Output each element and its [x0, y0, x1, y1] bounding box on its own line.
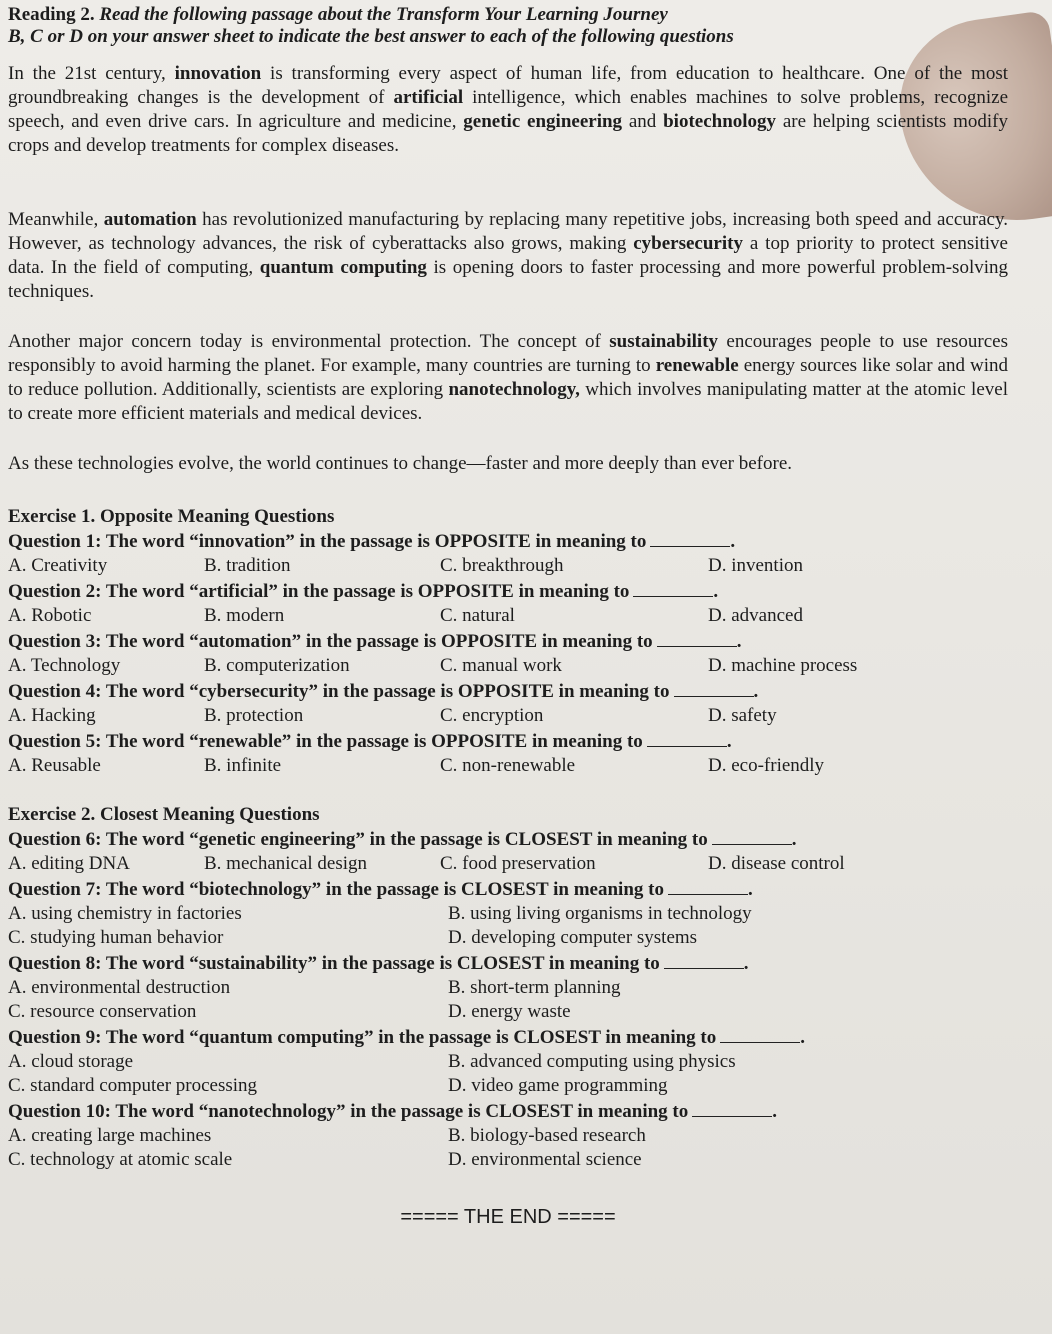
question-6 — [8, 828, 1008, 876]
option-c[interactable]: C. non-renewable — [440, 755, 576, 776]
exercise-2-title: Exercise 2. Closest Meaning Questions — [8, 804, 320, 825]
exercise-1-questions — [8, 530, 1008, 778]
option-c[interactable]: C. manual work — [440, 655, 562, 676]
question-5-prompt: Question 5: The word “renewable” in the passage is OPPOSITE in meaning to . — [8, 731, 732, 752]
question-1-options — [8, 554, 1008, 578]
question-5 — [8, 730, 1008, 778]
question-10 — [8, 1100, 1008, 1172]
option-a[interactable]: A. Reusable — [8, 755, 101, 776]
question-4-options — [8, 704, 1008, 728]
option-b[interactable]: B. mechanical design — [204, 853, 368, 874]
question-8 — [8, 952, 1008, 1024]
question-9-options — [8, 1050, 1008, 1098]
question-8-options — [8, 976, 1008, 1024]
option-a[interactable]: A. Hacking — [8, 705, 96, 726]
option-b[interactable]: B. tradition — [204, 555, 291, 576]
question-text: Question 4: The word “cybersecurity” in the passage is OPPOSITE in meaning to — [8, 681, 670, 702]
exercise-1-title: Exercise 1. Opposite Meaning Questions — [8, 506, 335, 527]
question-text: Question 1: The word “innovation” in the passage is OPPOSITE in meaning to — [8, 531, 647, 552]
option-d[interactable]: D. invention — [708, 555, 803, 576]
option-a[interactable]: A. cloud storage — [8, 1051, 134, 1072]
reading-heading-line2: B, C or D on your answer sheet to indicate the best answer to each of the following questions — [8, 26, 734, 47]
question-text: Question 8: The word “sustainability” in the passage is CLOSEST in meaning to — [8, 953, 660, 974]
the-end-footer: ===== THE END ===== — [400, 1206, 616, 1228]
option-c[interactable]: C. natural — [440, 605, 515, 626]
question-6-options — [8, 852, 1008, 876]
option-b[interactable]: B. modern — [204, 605, 285, 626]
option-d[interactable]: D. environmental science — [448, 1149, 642, 1170]
question-text: Question 9: The word “quantum computing” in the passage is CLOSEST in meaning to — [8, 1027, 717, 1048]
option-b[interactable]: B. advanced computing using physics — [448, 1051, 736, 1072]
answer-blank[interactable] — [664, 954, 744, 969]
question-7-options — [8, 902, 1008, 950]
passage-paragraph-1: In the 21st century, innovation is transforming every aspect of human life, from education to healthcare. One of the most groundbreaking changes is the development of artificial intelligence, which enables machines to solve problems, recognize speech, and even drive cars. In agriculture and medicine, genetic engineering and biotechnology are helping scientists modify crops and develop treatments for complex diseases. — [8, 63, 1008, 156]
option-b[interactable]: B. biology-based research — [448, 1125, 646, 1146]
question-4-prompt: Question 4: The word “cybersecurity” in the passage is OPPOSITE in meaning to . — [8, 681, 759, 702]
question-6-prompt: Question 6: The word “genetic engineering” in the passage is CLOSEST in meaning to . — [8, 829, 797, 850]
option-c[interactable]: C. studying human behavior — [8, 927, 224, 948]
question-3 — [8, 630, 1008, 678]
passage-paragraph-2: Meanwhile, automation has revolutionized manufacturing by replacing many repetitive jobs, increasing both speed and accuracy. However, as technology advances, the risk of cyberattacks also grows, making cybersecurity a top priority to protect sensitive data. In the field of computing, quantum computing is opening doors to faster processing and more powerful problem-solving techniques. — [8, 209, 1008, 302]
question-10-prompt: Question 10: The word “nanotechnology” in the passage is CLOSEST in meaning to . — [8, 1101, 778, 1122]
question-2-prompt: Question 2: The word “artificial” in the passage is OPPOSITE in meaning to . — [8, 581, 719, 602]
option-c[interactable]: C. technology at atomic scale — [8, 1149, 233, 1170]
option-c[interactable]: C. food preservation — [440, 853, 596, 874]
question-9-prompt: Question 9: The word “quantum computing” in the passage is CLOSEST in meaning to . — [8, 1027, 806, 1048]
option-c[interactable]: C. encryption — [440, 705, 544, 726]
option-d[interactable]: D. developing computer systems — [448, 927, 698, 948]
option-d[interactable]: D. energy waste — [448, 1001, 571, 1022]
question-1 — [8, 530, 1008, 578]
option-d[interactable]: D. disease control — [708, 853, 845, 874]
option-c[interactable]: C. standard computer processing — [8, 1075, 258, 1096]
option-a[interactable]: A. Technology — [8, 655, 121, 676]
answer-blank[interactable] — [633, 582, 713, 597]
question-3-options — [8, 654, 1008, 678]
question-2-options — [8, 604, 1008, 628]
question-5-options — [8, 754, 1008, 778]
reading-heading-rest: Read the following passage about the Transform Your Learning Journey — [99, 4, 668, 25]
option-a[interactable]: A. using chemistry in factories — [8, 903, 242, 924]
question-2 — [8, 580, 1008, 628]
question-8-prompt: Question 8: The word “sustainability” in the passage is CLOSEST in meaning to . — [8, 953, 749, 974]
reading-heading — [8, 4, 1008, 48]
option-d[interactable]: D. video game programming — [448, 1075, 668, 1096]
question-text: Question 7: The word “biotechnology” in the passage is CLOSEST in meaning to — [8, 879, 664, 900]
question-1-prompt: Question 1: The word “innovation” in the passage is OPPOSITE in meaning to . — [8, 531, 736, 552]
answer-blank[interactable] — [650, 532, 730, 547]
option-a[interactable]: A. environmental destruction — [8, 977, 231, 998]
answer-blank[interactable] — [712, 830, 792, 845]
question-text: Question 2: The word “artificial” in the passage is OPPOSITE in meaning to — [8, 581, 630, 602]
reading-heading-bold: Reading 2. — [8, 4, 100, 25]
passage-paragraph-3: Another major concern today is environmental protection. The concept of sustainability encourages people to use resources responsibly to avoid harming the planet. For example, many countries are turning to renewable energy sources like solar and wind to reduce pollution. Additionally, scientists are exploring nanotechnology, which involves manipulating matter at the atomic level to create more efficient materials and medical devices. — [8, 331, 1008, 424]
option-d[interactable]: D. safety — [708, 705, 777, 726]
answer-blank[interactable] — [657, 632, 737, 647]
answer-blank[interactable] — [674, 682, 754, 697]
answer-blank[interactable] — [720, 1028, 800, 1043]
question-text: Question 3: The word “automation” in the passage is OPPOSITE in meaning to — [8, 631, 653, 652]
worksheet-content — [8, 4, 1008, 1229]
question-3-prompt: Question 3: The word “automation” in the passage is OPPOSITE in meaning to . — [8, 631, 742, 652]
option-b[interactable]: B. using living organisms in technology — [448, 903, 752, 924]
question-text: Question 10: The word “nanotechnology” in the passage is CLOSEST in meaning to — [8, 1101, 689, 1122]
question-text: Question 5: The word “renewable” in the passage is OPPOSITE in meaning to — [8, 731, 643, 752]
question-4 — [8, 680, 1008, 728]
option-b[interactable]: B. infinite — [204, 755, 282, 776]
option-b[interactable]: B. computerization — [204, 655, 350, 676]
option-c[interactable]: C. breakthrough — [440, 555, 564, 576]
answer-blank[interactable] — [692, 1102, 772, 1117]
question-10-options — [8, 1124, 1008, 1172]
question-9 — [8, 1026, 1008, 1098]
option-a[interactable]: A. Creativity — [8, 555, 108, 576]
option-d[interactable]: D. advanced — [708, 605, 803, 626]
answer-blank[interactable] — [647, 732, 727, 747]
option-a[interactable]: A. Robotic — [8, 605, 92, 626]
option-b[interactable]: B. protection — [204, 705, 304, 726]
option-d[interactable]: D. machine process — [708, 655, 858, 676]
option-d[interactable]: D. eco-friendly — [708, 755, 825, 776]
exercise-2-questions — [8, 878, 1008, 1172]
answer-blank[interactable] — [668, 880, 748, 895]
option-a[interactable]: A. creating large machines — [8, 1125, 212, 1146]
question-7 — [8, 878, 1008, 950]
option-b[interactable]: B. short-term planning — [448, 977, 621, 998]
passage-paragraph-4: As these technologies evolve, the world continues to change—faster and more deeply than ever before. — [8, 453, 793, 474]
question-7-prompt: Question 7: The word “biotechnology” in the passage is CLOSEST in meaning to . — [8, 879, 753, 900]
option-c[interactable]: C. resource conservation — [8, 1001, 197, 1022]
option-a[interactable]: A. editing DNA — [8, 853, 130, 874]
